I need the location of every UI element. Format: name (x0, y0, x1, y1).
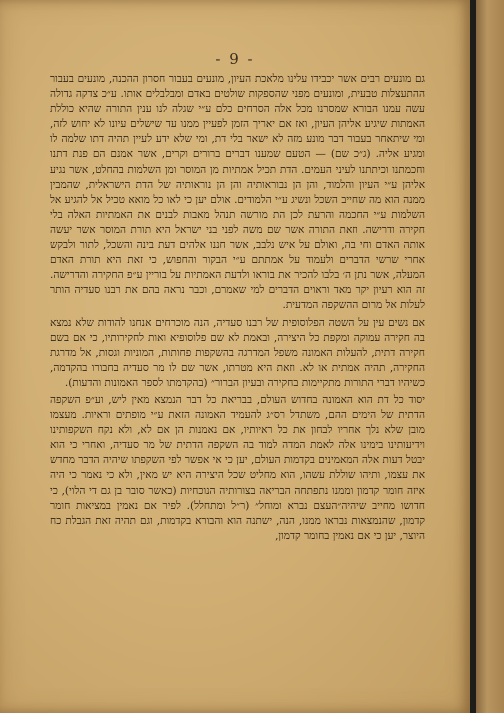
page-number: - 9 - (215, 50, 255, 68)
body-text (50, 72, 425, 544)
paragraph-1: גם מונעים רבים אשר יכבידו עלינו מלאכת העיון, מונעים בעבור חסרון ההכנה, מונעים בעבור ההתעצלות טבעית, ומונעים מפני שהספקות שולטים באדם ומבלבלים אותו. ע״כ צדקה גדולה עשה עמנו הבורא שמסרנו מכל אלה הסרחים כלם ע״י שגלה לנו ענין התורה שהיא כוללת האמתות שיגיע אליהן העיון, ואז אם יאריך הזמן לפעיין ממנו עד שישלים עיונו לא יחוש לזה, ומי שיתאחר בעבור דבר מונע מזה לא ישאר בלי דת, ומי שלא ידע לעיין תהיה דתו שלמה לו ומגיע אליה. (ג״כ שם) — הטעם שמענו דברים ברורים וקרים, אשר אמנם הם פנת דתנו וחכמתנו וכיתתנו לעיני העמים. הדת תכיל אמתיות מן המוסר ומן השלמות בהחלט, אשר נגיע אליהן ע״י העיון והלמוד, והן הן נבוראותיה והן הן נוראותיה של הדת הישראלית, שהמבין ממנה הוא מה שחייב השכל ונשיג ע״י הלמודים. אולם יען כי לאו כל מואא טכיל אל להגיע אל השלמות ע״י החכמה והרעת לכן הת מורשה תנהל מאבות לבנים את האמתיות האלה בלי חקירה ודרישה. וזאת התורה אשר שם משה לפני בני ישראל היא תורת המוסר אשר יעשה אותה האדם וחי בה, ואולם על איש נלבב, אשר חננו אלהים דעת בינה והשכל, לתור ולבקש אחרי שרשי הדברים ולעמוד על אמתתם ע״י הבקור והחפוש, כי זאת היא תורת האדם המעלה, אשר נתן ה׳ בלבו להכיר את בוראו ולדעת האמתיות על בוריין ע״פ החקירה והדרישה. זה הוא רעיון יקר מאד וראוים הדברים למי שאמרם, וכבר נראה בהם את רבנו סעדיה הותר לעלות אל מרום ההשקפה המדעית. (50, 73, 425, 312)
paragraph-2: אם נשים עין על השטה הפלוסופית של רבנו סעדיה, הנה מוכרחים אנחנו להודות שלא נמצא בה חקירה עמוקה ומקפת כל היצירה, ובאמת לא שם פלוסופיא ואות לחקירותיו, כי אם בשם חקירה דתית, להעלות האמונה משפל המדרגה בהשקפות פחותות, המוניות וגסות, אל מדרגת החקירה, תהיה אמתית או לא. וזאת היא מטרתו, אשר שם לו מר סעדיה בחבורו בהקדמה, כשיהיו דברי התורות מתקיימות בחקירה ובעיון הברור״ (בהקדמתו לספר האמונות והדעות). (50, 316, 425, 389)
adjacent-page-edge (476, 0, 504, 713)
paragraph-3: יסוד כל דת הוא האמונה בחדוש העולם, בבריאת כל דבר הנמצא מאין ליש, וע״פ השקפה הדתית של הימים ההם, משתדל רס״ג להעמיד האמונה הזאת ע״י מופתים וראיות. מעצמו מובן שלא נלך אחריו לבחון את כל ראיותיו, אם נאמנות הן אם לא, ולא נקח השקפותינו וידיעותינו בימינו אלה לאמת המדה למוד בה השקפה הדתית של מר סעדיה, ואחרי כי הוא יבטל דעות אלה המאמינים בקדמות העולם, יען כי אי אפשר לפי השקפתו שיהיה הדבר מחדש את עצמו, ותיהו שוללת עשהו, הוא מחליט שכל היצירה היא יש מאין, ולא כי נאמר כי היה איזה חומר קדמון וממנו נתפתחה הבריאה בצורותיה הנוכחיות (כאשר סובר בן גם די הלוי), כי חדושו מחייב שיהיה״העצם נברא ומוחל״ (ר״ל ומתחלל). לפיר אם נאמין במציאות חומר קדמון, שהנמצאות נבראו ממנו, הנה, ישתנה הוא והבורא בקדמות, וגם תהיה זאת הגבלת כח היוצר, יען כי אם נאמין בחומר קדמון, (50, 393, 425, 542)
